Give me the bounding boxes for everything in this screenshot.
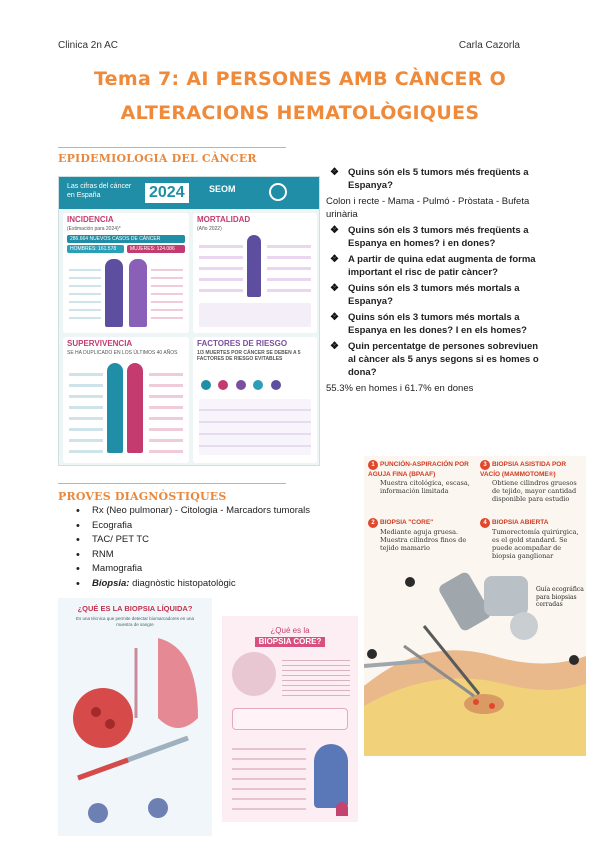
risk-factors-title: FACTORES DE RIESGO [197, 339, 288, 348]
section-heading-epidemiology: EPIDEMIOLOGIA DEL CÀNCER [58, 152, 257, 165]
question-text: A partir de quina edat augmenta de forma important el risc de patir càncer? [348, 254, 536, 278]
organization-logo-icon [269, 183, 287, 201]
mortality-title: MORTALIDAD [197, 215, 251, 224]
list-item: • Mamografia [72, 562, 310, 577]
section-divider [58, 147, 286, 148]
mortality-subtitle: (Año 2022) [197, 226, 222, 232]
question-text: Quins són els 3 tumors més mortals a Espanya? [348, 283, 520, 307]
biopsy-number-3: 3 [480, 460, 490, 470]
pink-ribbon-icon [336, 802, 348, 816]
risk-factors-text: 1/3 MUERTES POR CÁNCER SE DEBEN A 5 FACTORES DE RIESGO EVITABLES [197, 350, 301, 362]
men-count: HOMBRES: 161.578 [67, 245, 124, 253]
women-count: MUJERES: 124.086 [127, 245, 185, 253]
mortality-causes-list [199, 237, 243, 297]
callout-4 [569, 655, 579, 665]
section-divider-2 [58, 483, 286, 484]
liquid-biopsy-card [58, 598, 212, 836]
risk-factor-icons [201, 377, 284, 395]
questions-block [326, 166, 548, 398]
incidence-subtitle: (Estimación para 2024)* [67, 226, 121, 232]
answer-text: 55.3% en homes i 61.7% en dones [326, 383, 474, 394]
diamond-bullet-icon: ❖ [330, 254, 339, 265]
core-biopsy-image [232, 652, 276, 696]
liquid-biopsy-subtitle: Es una técnica que permite detectar biomarcadores en una muestra de sangre [75, 616, 195, 627]
core-biopsy-info-box [232, 708, 348, 730]
header-right: Carla Cazorla [458, 40, 520, 51]
alcohol-icon [218, 380, 228, 390]
question-item [326, 253, 548, 279]
liquid-biopsy-title: ¿QUÉ ES LA BIOPSIA LÍQUIDA? [77, 604, 193, 613]
mortality-panel [193, 213, 317, 333]
core-biopsy-title-top: ¿Qué es la [270, 626, 310, 635]
incidence-tumor-list-right [151, 263, 183, 323]
breast-tissue-illustration [364, 456, 586, 756]
infographic-year: 2024 [145, 183, 189, 203]
diamond-bullet-icon: ❖ [330, 341, 339, 352]
biopsy-label: Biopsia: [92, 577, 130, 589]
question-text: Quins són els 3 tumors més mortals a Espanya en les dones? I en els homes? [348, 312, 527, 336]
other-factors-box [199, 399, 311, 455]
cancer-figures-infographic [58, 176, 320, 466]
list-item: • Rx (Neo pulmonar) - Citologia - Marcadors tumorals [72, 504, 310, 519]
answer-text: Colon i recte - Mama - Pulmó - Pròstata - Bufeta urinària [326, 196, 530, 220]
question-item [326, 224, 548, 250]
list-item: • RNM [72, 548, 310, 563]
core-biopsy-title [222, 626, 358, 647]
survival-list-left [69, 365, 103, 453]
mortality-footer [199, 303, 311, 327]
infographic-banner [59, 177, 320, 209]
risk-factors-panel [193, 337, 317, 463]
liquid-biopsy-illustration [58, 628, 212, 836]
mortality-male-figure-icon [247, 235, 261, 297]
biopsy-desc-2: Mediante aguja gruesa. Muestra cilindros finos de tejido mamario [380, 528, 467, 552]
core-biopsy-card [222, 616, 358, 822]
diamond-bullet-icon: ❖ [330, 283, 339, 294]
header-left: Clinica 2n AC [58, 40, 119, 51]
ultrasound-guide-label: Guía ecográfica para biopsias cerradas [536, 586, 584, 608]
survival-female-figure-icon [127, 363, 143, 453]
sedentarism-icon [271, 380, 281, 390]
biopsy-number-1: 1 [368, 460, 378, 470]
diamond-bullet-icon: ❖ [330, 312, 339, 323]
list-item: • TAC/ PET TC [72, 533, 310, 548]
incidence-tumor-list-left [69, 263, 101, 323]
diamond-bullet-icon: ❖ [330, 167, 339, 178]
mortality-causes-list-right [267, 237, 311, 297]
core-biopsy-text-block [282, 656, 350, 700]
question-item [326, 166, 548, 192]
seom-logo: SEOM [209, 184, 236, 194]
page-title-line2: ALTERACIONS HEMATOLÒGIQUES [120, 102, 480, 124]
biopsy-desc-3: Obtiene cilindros gruesos de tejido, mayor cantidad disponible para estudio [492, 479, 577, 503]
biopsy-title-3: BIOPSIA ASISTIDA POR VACÍO (MAMMOTOME®) [480, 461, 567, 478]
biopsy-desc-1: Muestra citológica, escasa, información limitada [380, 479, 470, 495]
incidence-total: 286.664 NUEVOS CASOS DE CÁNCER [67, 235, 185, 243]
female-figure-icon [129, 259, 147, 327]
section-heading-diagnostics: PROVES DIAGNÒSTIQUES [58, 490, 227, 503]
incidence-panel [63, 213, 189, 333]
survival-list-right [149, 365, 183, 453]
question-item [326, 340, 548, 379]
biopsy-types-illustration [364, 456, 586, 756]
biopsy-title-4: BIOPSIA ABIERTA [492, 519, 549, 526]
callout-1 [367, 649, 377, 659]
page-title-line1: Tema 7: AI PERSONES AMB CÀNCER O [93, 68, 507, 90]
question-item [326, 311, 548, 337]
list-item: • Ecografia [72, 519, 310, 534]
biopsy-title-2: BIOPSIA "CORE" [380, 519, 434, 526]
callout-3 [405, 577, 415, 587]
doctor-illustration-icon [314, 744, 348, 808]
survival-panel [63, 337, 189, 463]
diamond-bullet-icon: ❖ [330, 225, 339, 236]
diagnostics-list [72, 504, 310, 591]
question-text: Quin percentatge de persones sobreviuen al càncer als 5 anys segons si es homes o dona? [348, 341, 539, 378]
male-figure-icon [105, 259, 123, 327]
obesity-icon [236, 380, 246, 390]
question-text: Quins són els 3 tumors més freqüents a Espanya en homes? i en dones? [348, 225, 529, 249]
biopsy-number-4: 4 [480, 518, 490, 528]
diet-icon [253, 380, 263, 390]
survival-title: SUPERVIVENCIA [67, 339, 133, 348]
list-item-biopsy [72, 577, 310, 592]
question-item [326, 282, 548, 308]
survival-male-figure-icon [107, 363, 123, 453]
benefits-list [232, 740, 306, 810]
tobacco-icon [201, 380, 211, 390]
biopsy-title-1: PUNCIÓN-ASPIRACIÓN POR AGUJA FINA (BPAAF) [368, 461, 469, 478]
core-biopsy-title-main: BIOPSIA CORE? [255, 637, 326, 647]
incidence-title: INCIDENCIA [67, 215, 114, 224]
question-text: Quins són els 5 tumors més freqüents a Espanya? [348, 167, 529, 191]
biopsy-text: diagnòstic histopatològic [129, 577, 236, 589]
biopsy-desc-4: Tumorectomía quirúrgica, es el gold standard. Se puede acompañar de biopsia ganglionar [492, 528, 579, 560]
survival-subtitle: SE HA DUPLICADO EN LOS ÚLTIMOS 40 AÑOS [67, 350, 178, 356]
biopsy-number-2: 2 [368, 518, 378, 528]
infographic-banner-text: Las cifras del cáncer en España [67, 183, 132, 199]
